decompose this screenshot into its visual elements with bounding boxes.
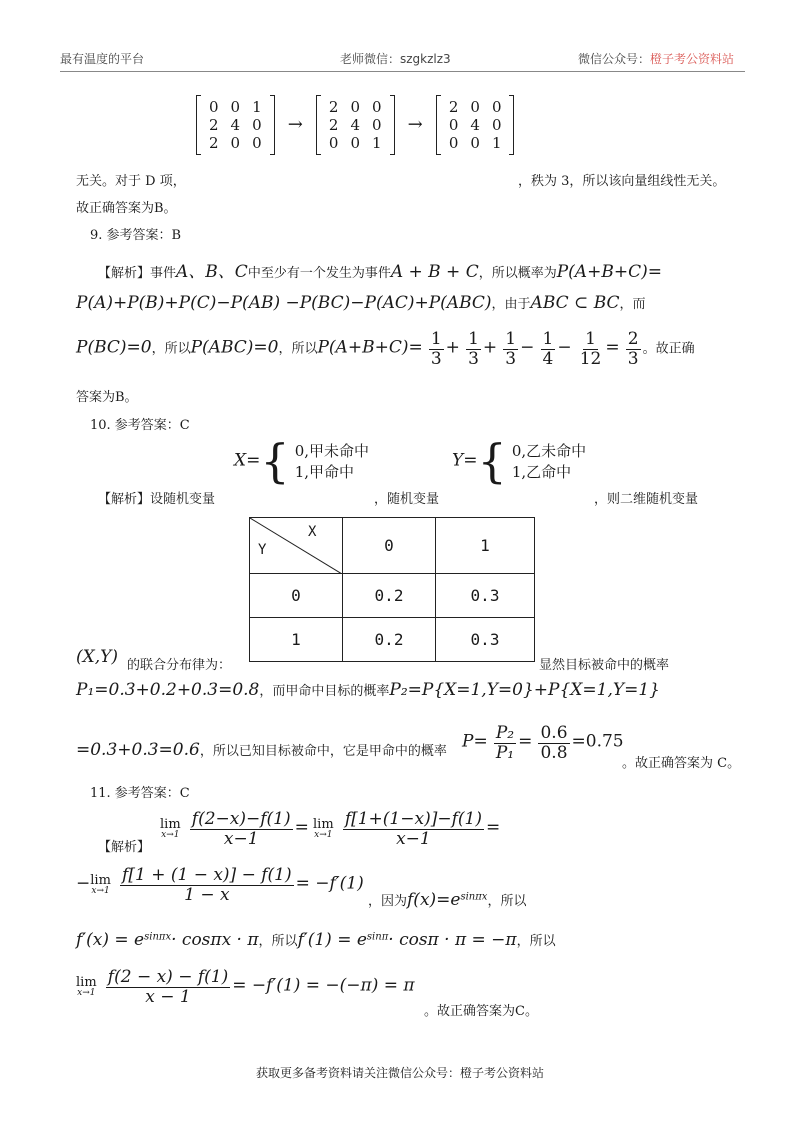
q10-joint-text: 的联合分布律为： bbox=[127, 658, 232, 673]
q9-line4: 答案为B。 bbox=[76, 390, 138, 405]
q10-line1-mid: ，随机变量 bbox=[374, 492, 440, 507]
table-corner: Y X bbox=[250, 518, 343, 574]
col-header: 1 bbox=[436, 518, 535, 574]
row-label: 1 bbox=[250, 618, 343, 662]
q10-y-definition: Y={ 0,乙未命中 1,乙命中 bbox=[452, 434, 587, 488]
header-right-label: 微信公众号： bbox=[578, 52, 651, 66]
matrix-2: 2 0 0 2 4 0 0 0 1 bbox=[316, 96, 395, 154]
footer-text: 获取更多备考资料请关注微信公众号：橙子考公资料站 bbox=[256, 1066, 545, 1080]
header-right-link[interactable]: 橙子考公资料站 bbox=[650, 52, 735, 66]
table-cell: 0.2 bbox=[343, 574, 436, 618]
q10-xy-label: (X,Y) bbox=[76, 647, 118, 667]
q11-limit-line2: − lim x→1 $\frac{f[1 + (1 - x)] - f(1)}{1 - x}$ = −f′(1) bbox=[76, 865, 364, 905]
header-right bbox=[578, 50, 734, 67]
q10-answer: 。故正确答案为 C。 bbox=[622, 756, 741, 771]
matrix-row bbox=[196, 96, 514, 154]
q10-p2-line: =0.3+0.3=0.6，所以已知目标被命中，它是甲命中的概率 bbox=[76, 740, 447, 760]
q10-line1-left: 【解析】设随机变量 bbox=[98, 492, 216, 507]
q9-line1: 【解析】事件A、B、C中至少有一个发生为事件A + B + C，所以概率为P(A+B+C)= bbox=[98, 262, 662, 282]
table-cell: 0.3 bbox=[436, 618, 535, 662]
q8-line1-right: ，秩为 3，所以该向量组线性无关。 bbox=[518, 174, 726, 189]
arrow-1: → bbox=[287, 113, 303, 135]
joint-distribution-table bbox=[249, 517, 535, 662]
q9-title: 9. 参考答案：B bbox=[90, 228, 182, 243]
header-divider bbox=[60, 71, 745, 72]
q8-line1-left: 无关。对于 D 项， bbox=[76, 174, 186, 189]
q10-title: 10. 参考答案：C bbox=[90, 418, 190, 433]
col-header: 0 bbox=[343, 518, 436, 574]
q10-line1-right: ，则二维随机变量 bbox=[594, 492, 699, 507]
q11-line2-text: ，因为$f(x)=e^{sin\pi x}$，所以 bbox=[368, 890, 527, 910]
q10-conditional-prob: P= $\frac{\text{P₂}}{\text{P₁}}$ = $\frac{0.6}{0.8}$ =0.75 bbox=[462, 723, 624, 763]
q9-line2: P(A)+P(B)+P(C)−P(AB) −P(BC)−P(AC)+P(ABC)，由于ABC ⊂ BC，而 bbox=[76, 293, 646, 313]
q9-line3: P(BC)=0，所以P(ABC)=0，所以P(A+B+C)= $\frac{1}{3}$ + $\frac{1}{3}$ + $\frac{1}{3}$ − $\frac{1}{4}$ − $\frac{1}{12}$ = $\frac{2}{3}$ 。故正确 bbox=[76, 329, 695, 369]
row-label: 0 bbox=[250, 574, 343, 618]
matrix-1: 0 0 1 2 4 0 2 0 0 bbox=[196, 96, 275, 154]
q11-title: 11. 参考答案：C bbox=[90, 786, 190, 801]
table-cell: 0.3 bbox=[436, 574, 535, 618]
header-left: 最有温度的平台 bbox=[60, 52, 145, 66]
q10-x-definition: X={ 0,甲未命中 1,甲命中 bbox=[234, 434, 370, 488]
q11-derivative-line: $f'(x) = e^{sin\pi x}\cdot \cos\pi x \cdot \pi$，所以$f'(1) = e^{sin\pi}\cdot \cos\pi \cdot \pi = -\pi$，所以 bbox=[76, 930, 556, 950]
q11-limit-line3: lim x→1 $\frac{f(2 - x) - f(1)}{x - 1}$ = −f′(1) = −(−π) = π bbox=[76, 967, 415, 1007]
q10-tag: 【解析】 bbox=[98, 492, 151, 507]
q11-tag: 【解析】 bbox=[98, 840, 151, 855]
header-teacher-wechat: 老师微信：szgkzlz3 bbox=[340, 52, 451, 66]
table-cell: 0.2 bbox=[343, 618, 436, 662]
q10-hit-prob-text: 显然目标被命中的概率 bbox=[539, 658, 670, 673]
q11-limit-line1: lim x→1 $\frac{f(2-x)-f(1)}{x-1}$ = lim x→1 $\frac{f[1+(1-x)]-f(1)}{x-1}$ = bbox=[160, 809, 501, 849]
q8-line2: 故正确答案为B。 bbox=[76, 201, 177, 216]
q9-tag: 【解析】 bbox=[98, 266, 151, 281]
q11-answer: 。故正确答案为C。 bbox=[424, 1004, 538, 1019]
arrow-2: → bbox=[407, 113, 423, 135]
matrix-3: 2 0 0 0 4 0 0 0 1 bbox=[436, 96, 515, 154]
q10-p1-line: P₁=0.3+0.2+0.3=0.8，而甲命中目标的概率P₂=P{X=1,Y=0}+P{X=1,Y=1} bbox=[76, 680, 660, 700]
